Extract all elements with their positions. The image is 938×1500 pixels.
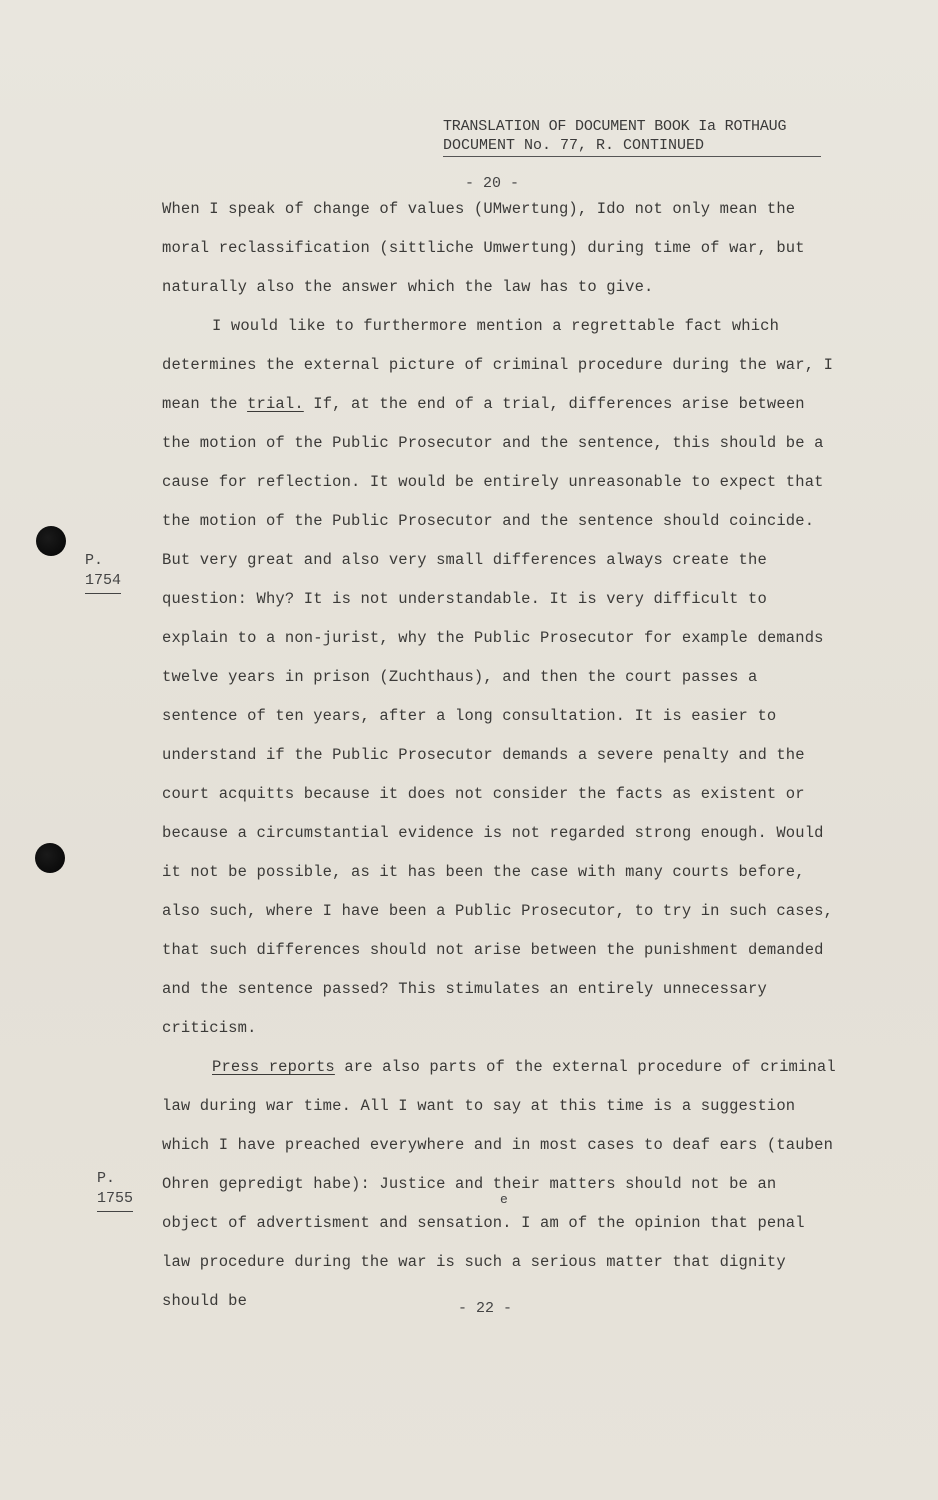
underlined-word: trial. bbox=[247, 395, 304, 413]
document-header bbox=[443, 117, 823, 157]
margin-note-label: P. bbox=[97, 1170, 116, 1187]
punch-hole bbox=[35, 843, 65, 873]
paragraph-text: I would like to furthermore mention a regrettable fact which determines the external picture of criminal procedure during the war, I mean the bbox=[162, 317, 834, 413]
punch-hole bbox=[36, 526, 66, 556]
body-text bbox=[162, 190, 842, 1321]
handwritten-correction: e bbox=[500, 1192, 508, 1207]
header-subtitle: DOCUMENT No. 77, R. CONTINUED bbox=[443, 136, 821, 157]
page-number-bottom: - 22 - bbox=[458, 1300, 513, 1317]
paragraph: When I speak of change of values (UMwertung), Ido not only mean the moral reclassification (sittliche Umwertung) during time of war, but naturally also the answer which the law has to give. bbox=[162, 200, 805, 296]
margin-note bbox=[85, 551, 121, 594]
underlined-phrase: Press reports bbox=[212, 1058, 335, 1076]
margin-note bbox=[97, 1169, 133, 1212]
margin-note-number: 1755 bbox=[97, 1189, 133, 1212]
margin-note-label: P. bbox=[85, 552, 104, 569]
header-title: TRANSLATION OF DOCUMENT BOOK Ia ROTHAUG bbox=[443, 118, 787, 135]
paragraph bbox=[162, 1048, 842, 1321]
page-number-top: - 20 - bbox=[465, 175, 520, 192]
margin-note-number: 1754 bbox=[85, 571, 121, 594]
paragraph-text: are also parts of the external procedure of criminal law during war time. All I want to say at this time is a suggestion which I have preached everywhere and in most cases to deaf ears (tauben Ohren gepredigt habe): Justice and their matters should not be an object of advertisment and sensation. I am of the opinion that penal law procedure during the war is such a serious matter that dignity should be bbox=[162, 1058, 836, 1310]
paragraph-text: If, at the end of a trial, differences arise between the motion of the Public Prosecutor and the sentence, this should be a cause for reflection. It would be entirely unreasonable to expect that the motion of the Public Prosecutor and the sentence should coincide. But very great and also very small differences always create the question: Why? It is not understandable. It is very difficult to explain to a non-jurist, why the Public Prosecutor for example demands twelve years in prison (Zuchthaus), and then the court passes a sentence of ten years, after a long consultation. It is easier to understand if the Public Prosecutor demands a severe penalty and the court acquitts because it does not consider the facts as existent or because a circumstantial evidence is not regarded strong enough. Would it not be possible, as it has been the case with many courts before, also such, where I have been a Public Prosecutor, to try in such cases, that such differences should not arise between the punishment demanded and the sentence passed? This stimulates an entirely unnecessary criticism. bbox=[162, 395, 834, 1037]
paragraph bbox=[162, 307, 842, 1048]
